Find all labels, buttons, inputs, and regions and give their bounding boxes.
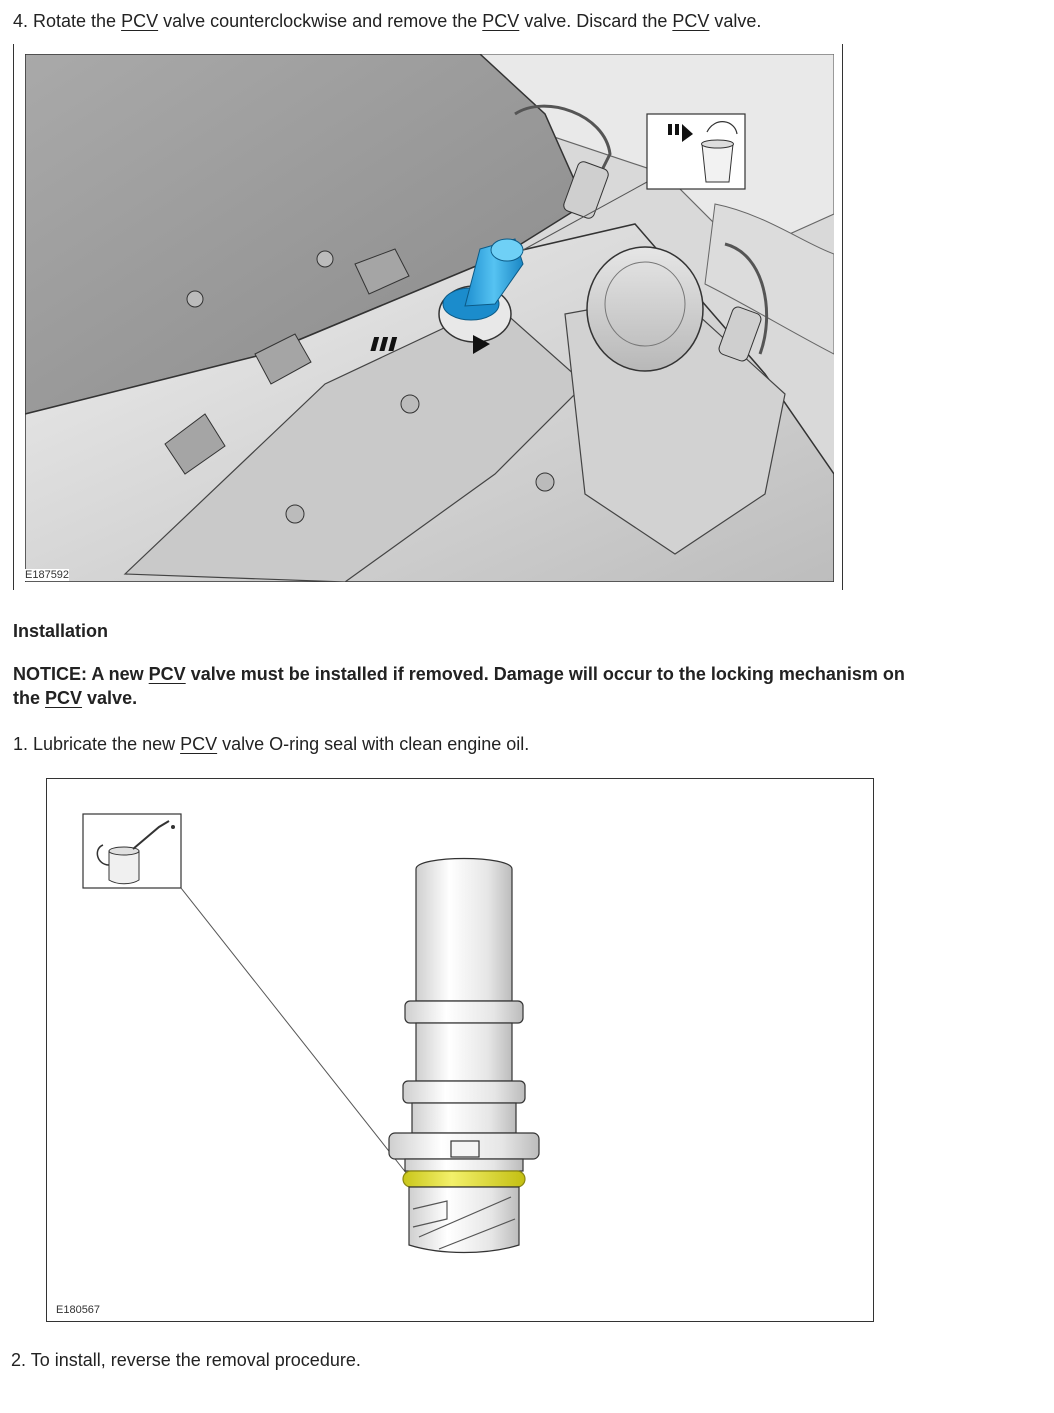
bolt xyxy=(286,505,304,523)
valve-groove xyxy=(405,1159,523,1171)
pcv-abbreviation-link[interactable]: PCV xyxy=(482,11,520,31)
step-4-part: valve counterclockwise and remove the xyxy=(158,11,483,31)
trash-can-icon xyxy=(702,144,733,182)
bolt xyxy=(536,473,554,491)
pcv-abbreviation-link[interactable]: PCV xyxy=(180,734,218,754)
step-4-text xyxy=(13,9,761,33)
notice-part: the xyxy=(13,688,46,708)
valve-lower-body xyxy=(412,1103,516,1133)
figure-2-code: E180567 xyxy=(56,1304,101,1316)
installation-heading: Installation xyxy=(13,621,109,641)
pcv-abbreviation-link[interactable]: PCV xyxy=(45,688,83,708)
pcv-valve-drawing xyxy=(389,859,539,1253)
step-1-part: valve O-ring seal with clean engine oil. xyxy=(217,734,530,754)
bolt xyxy=(187,291,203,307)
trash-can-rim xyxy=(702,140,734,148)
bolt xyxy=(317,251,333,267)
step-4-part: valve. Discard the xyxy=(519,11,673,31)
figure-2-frame xyxy=(46,778,874,1322)
step-4-part: 4. Rotate the xyxy=(13,11,122,31)
notice-line-2 xyxy=(13,686,137,710)
notice-part: NOTICE: A new xyxy=(13,664,149,684)
step-1-part: 1. Lubricate the new xyxy=(13,734,181,754)
step-1-text xyxy=(13,732,529,756)
leader-line xyxy=(181,888,407,1174)
oil-drop-icon xyxy=(171,825,175,829)
engine-pcv-removal-illustration xyxy=(25,54,834,582)
pcv-valve-oring-illustration xyxy=(47,779,875,1323)
notice-part: valve. xyxy=(82,688,138,708)
figure-1-code: E187592 xyxy=(25,569,70,581)
discard-arrow-icon xyxy=(675,124,679,135)
oil-can-icon xyxy=(109,851,139,884)
oring-seal-highlight xyxy=(403,1171,525,1187)
discard-arrow-icon xyxy=(668,124,672,135)
valve-middle-body xyxy=(416,1023,512,1081)
discard-inset xyxy=(647,114,745,189)
figure-1-left-rule xyxy=(13,44,14,590)
notice-line-1 xyxy=(13,662,905,686)
pcv-abbreviation-link[interactable]: PCV xyxy=(672,11,710,31)
step-2-text: 2. To install, reverse the removal procedure. xyxy=(11,1350,361,1370)
bolt xyxy=(401,395,419,413)
pcv-abbreviation-link[interactable]: PCV xyxy=(121,11,159,31)
oil-can-inset xyxy=(83,814,181,888)
valve-locking-end xyxy=(409,1187,519,1253)
figure-1-right-rule xyxy=(842,44,843,590)
pcv-valve-top xyxy=(491,239,523,261)
valve-collar xyxy=(403,1081,525,1103)
valve-lock-tab xyxy=(451,1141,479,1157)
valve-upper-tube xyxy=(416,859,512,1002)
pcv-abbreviation-link[interactable]: PCV xyxy=(148,664,186,684)
oil-filler-cap xyxy=(587,247,703,371)
valve-collar xyxy=(405,1001,523,1023)
step-4-part: valve. xyxy=(709,11,762,31)
notice-part: valve must be installed if removed. Damage will occur to the locking mechanism on xyxy=(185,664,905,684)
